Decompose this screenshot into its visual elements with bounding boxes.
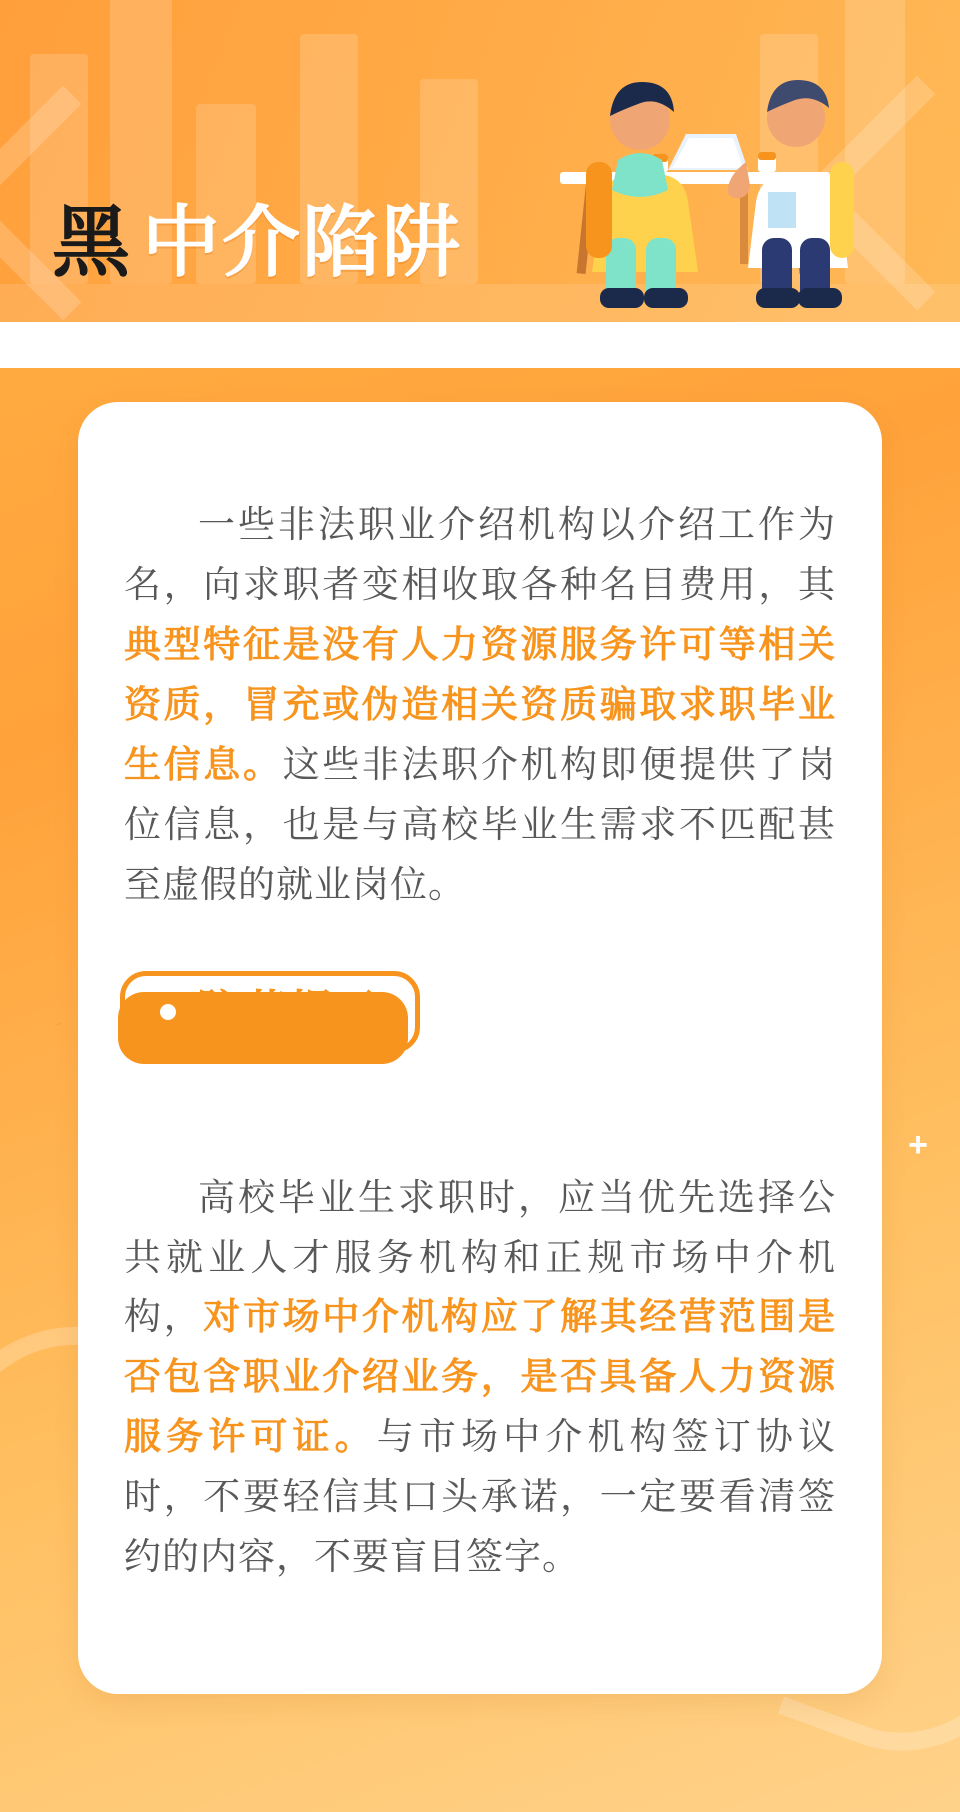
tip-dot-icon [155,999,181,1025]
poster-title-white: 中介陷阱 [142,198,463,288]
content-card [78,402,882,1694]
para1-seg2-highlight: 典型特征是没有人力资源服务许可等相关资质，冒充或伪造相关资质骗取求职毕业生信息。 [124,623,836,785]
para1-seg3: 这些非法职介机构即便提供了岗位信息，也是与高校毕业生需求不匹配甚至虚假的就业岗位。 [124,743,837,905]
paragraph-two [124,1168,836,1588]
para1-seg1: 一些非法职业介绍机构以介绍工作为名，向求职者变相收取各种名目费用，其 [124,504,836,605]
tip-badge-row [120,971,836,1089]
tip-badge [120,971,420,1053]
poster-title-black: 黑 [52,198,133,288]
poster-header [0,0,960,368]
para2-seg1: 高校毕业生求职时，应当优先选择公共就业人才服务机构和正规市场中介机构， [124,1176,836,1338]
para2-seg2-highlight: 对市场中介机构应了解其经营范围是否包含职业介绍业务，是否具备人力资源服务许可证。 [124,1296,837,1458]
header-ground [0,322,960,368]
decor-plus-icon: + [908,1126,928,1164]
tip-connector-line [0,1023,130,1025]
poster-title [52,198,463,288]
paragraph-one [124,495,836,915]
two-people-at-desk-illustration [500,42,900,312]
para2-seg3: 与市场中介机构签订协议时，不要轻信其口头承诺，一定要看清签约的内容，不要盲目签字。 [124,1416,836,1578]
spacer [124,1089,836,1131]
tip-badge-label: 防范提示 [197,986,381,1036]
